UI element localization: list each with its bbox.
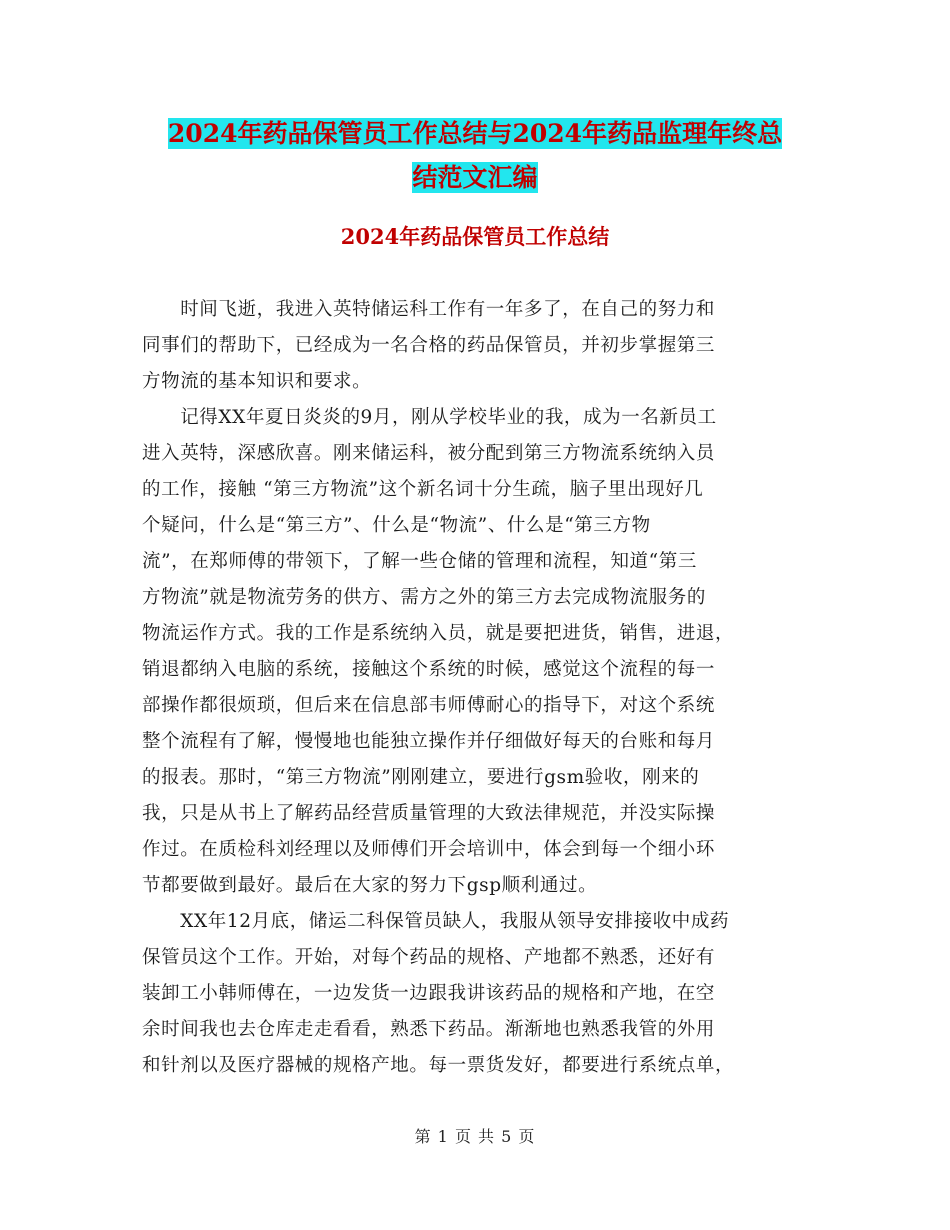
text-line: 节都要做到最好。最后在大家的努力下gsp顺利通过。 xyxy=(142,875,598,896)
text-line: 作过。在质检科刘经理以及师傅们开会培训中，体会到每一个细小环 xyxy=(142,839,716,860)
text-line: 销退都纳入电脑的系统，接触这个系统的时候，感觉这个流程的每一 xyxy=(142,659,716,680)
page-footer: 第 1 页 共 5 页 xyxy=(414,1127,536,1146)
text-line: 进入英特，深感欣喜。刚来储运科，被分配到第三方物流系统纳入员 xyxy=(142,443,716,464)
text-line: 方物流的基本知识和要求。 xyxy=(142,371,372,392)
text-line: 物流运作方式。我的工作是系统纳入员，就是要把进货，销售，进退， xyxy=(142,623,735,644)
section-title: 2024年药品保管员工作总结 xyxy=(340,224,610,249)
text-line: 部操作都很烦琐，但后来在信息部韦师傅耐心的指导下，对这个系统 xyxy=(142,695,716,716)
text-line: XX年12月底，储运二科保管员缺人，我服从领导安排接收中成药 xyxy=(142,911,730,932)
text-line: 流”，在郑师傅的带领下，了解一些仓储的管理和流程，知道“第三 xyxy=(142,551,697,572)
text-line: 余时间我也去仓库走走看看，熟悉下药品。渐渐地也熟悉我管的外用 xyxy=(142,1019,716,1040)
text-line: 方物流”就是物流劳务的供方、需方之外的第三方去完成物流服务的 xyxy=(142,587,706,608)
text-line: 保管员这个工作。开始，对每个药品的规格、产地都不熟悉，还好有 xyxy=(142,947,716,968)
text-line: 时间飞逝，我进入英特储运科工作有一年多了，在自己的努力和 xyxy=(142,299,716,320)
text-line: 同事们的帮助下，已经成为一名合格的药品保管员，并初步掌握第三 xyxy=(142,335,716,356)
text-line: 我，只是从书上了解药品经营质量管理的大致法律规范，并没实际操 xyxy=(142,803,716,824)
text-line: 的报表。那时，“第三方物流”刚刚建立，要进行gsm验收，刚来的 xyxy=(142,767,700,788)
text-line: 记得XX年夏日炎炎的9月，刚从学校毕业的我，成为一名新员工 xyxy=(142,407,717,428)
title-line-1: 2024年药品保管员工作总结与2024年药品监理年终总 xyxy=(167,119,783,148)
title-line-2: 结范文汇编 xyxy=(412,163,538,192)
document-title xyxy=(0,112,950,200)
text-line: 装卸工小韩师傅在，一边发货一边跟我讲该药品的规格和产地，在空 xyxy=(142,983,716,1004)
text-line: 和针剂以及医疗器械的规格产地。每一票货发好，都要进行系统点单， xyxy=(142,1055,735,1076)
body-text xyxy=(142,292,808,1084)
text-line: 整个流程有了解，慢慢地也能独立操作并仔细做好每天的台账和每月 xyxy=(142,731,716,752)
text-line: 个疑问，什么是“第三方”、什么是“物流”、什么是“第三方物 xyxy=(142,515,651,536)
text-line: 的工作，接触 “第三方物流”这个新名词十分生疏，脑子里出现好几 xyxy=(142,479,704,500)
